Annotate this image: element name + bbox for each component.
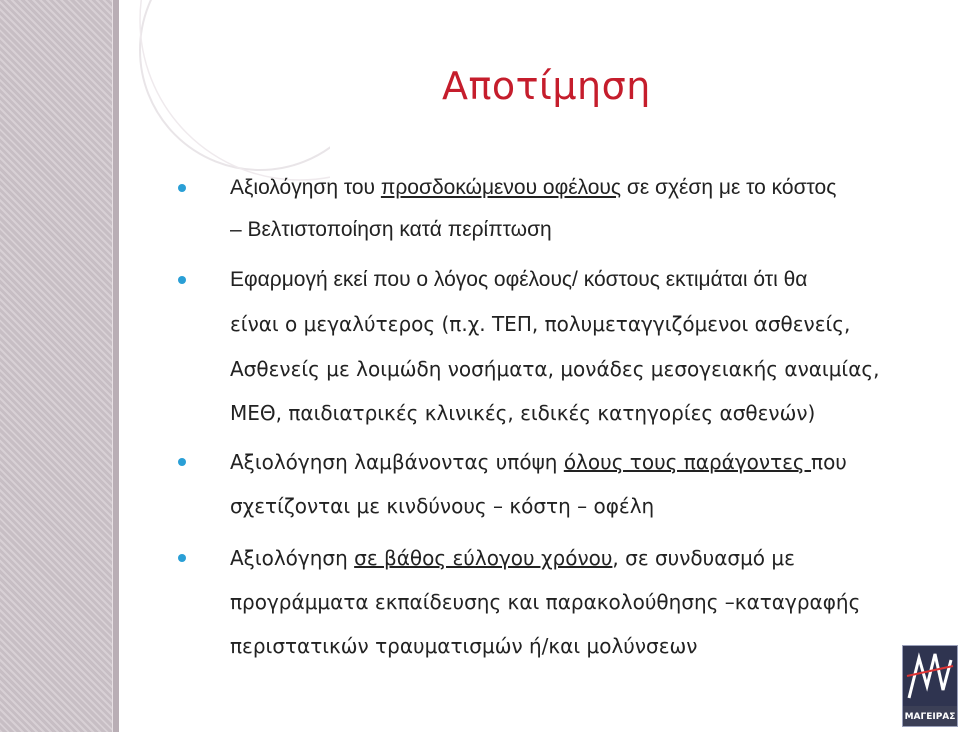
bullet-dot-icon: [178, 458, 186, 466]
bullet-line: Αξιολόγηση σε βάθος εύλογου χρόνου, σε συνδυασμό με: [230, 546, 795, 570]
logo: [902, 645, 958, 727]
bullet-line: προγράμματα εκπαίδευσης και παρακολούθησης –καταγραφής: [230, 590, 861, 614]
bullet-line: Αξιολόγηση λαμβάνοντας υπόψη όλους τους παράγοντες που: [230, 450, 847, 474]
bullet-line: ΜΕΘ, παιδιατρικές κλινικές, ειδικές κατηγορίες ασθενών): [230, 401, 816, 425]
logo-mark-icon: [903, 646, 957, 706]
bullet-line: Εφαρμογή εκεί που ο λόγος οφέλους/ κόστους εκτιμάται ότι θα: [230, 268, 808, 291]
bullet-line: Αξιολόγηση του προσδοκώμενου οφέλους σε σχέση με το κόστος: [230, 176, 837, 199]
bullet-line: περιστατικών τραυματισμών ή/και μολύνσεων: [230, 634, 698, 658]
bullet-line: είναι ο μεγαλύτερος (π.χ. ΤΕΠ, πολυμεταγγιζόμενοι ασθενείς,: [230, 312, 851, 336]
bullet-line: σχετίζονται με κινδύνους – κόστη – οφέλη: [230, 494, 655, 518]
bullet-line: – Βελτιστοποίηση κατά περίπτωση: [230, 218, 552, 241]
page-title: Αποτίμηση: [442, 64, 651, 108]
decorative-arcs: [0, 0, 330, 300]
logo-text: ΜΑΓΕΙΡΑΣ: [904, 712, 956, 722]
bullet-dot-icon: [178, 184, 186, 192]
bullet-dot-icon: [178, 276, 186, 284]
bullet-dot-icon: [178, 554, 186, 562]
bullet-line: Ασθενείς με λοιμώδη νοσήματα, μονάδες μεσογειακής αναιμίας,: [230, 357, 880, 381]
